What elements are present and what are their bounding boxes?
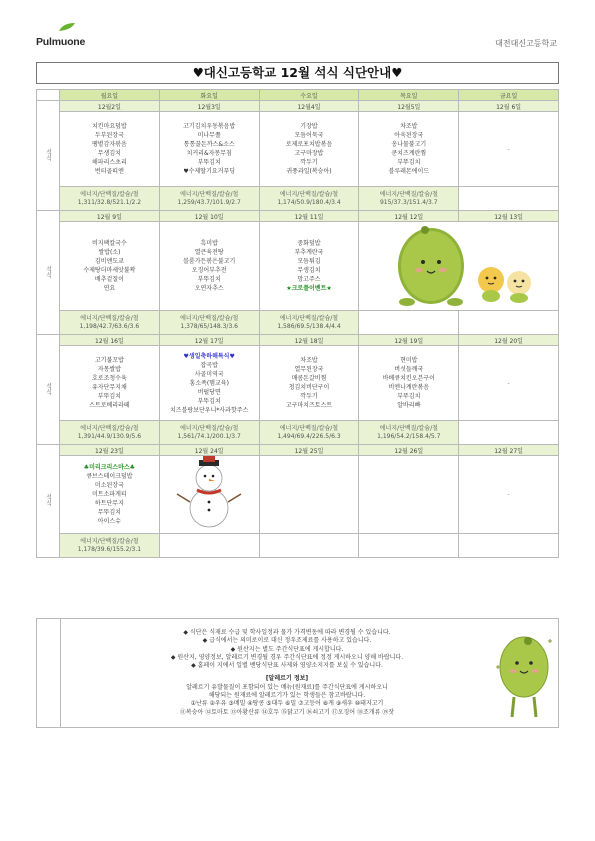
date-cell: 12월2일: [60, 101, 160, 112]
nutrition-label: 에너지/단백질/칼슘/철: [279, 190, 339, 198]
date-cell: 12월5일: [359, 101, 459, 112]
nutrition-label: 에너지/단백질/칼슘/철: [180, 190, 239, 198]
menu-item: 청김치비단구이: [288, 384, 330, 391]
nutrition-label: 에너지/단백질/칼슘/철: [379, 190, 438, 198]
nutrition-row: [37, 534, 559, 558]
menu-cell: [359, 112, 459, 187]
menu-item: 부뚜김치: [197, 397, 221, 405]
menu-item: 부추계란국: [294, 249, 324, 256]
nutrition-label: 에너지/단백질/칼슘/철: [80, 537, 139, 545]
allergy-line: 알레르기 유발물질이 포함되어 있는 메뉴(원재료)를 주간식단표에 게시하오니: [186, 683, 388, 691]
nutrition-cell: [459, 187, 559, 211]
nutrition-values: 1,378/65/148.3/3.6: [180, 322, 238, 330]
nutrition-values: 1,259/43.7/101.9/2.7: [177, 198, 241, 206]
allergy-line: ⑪복숭아 ⑫토마토 ⑬아황산류 ⑭호두 ⑮닭고기 ⑯쇠고기 ⑰오징어 ⑱조개류 ⑲잣: [179, 708, 395, 716]
row-label-cell: [37, 211, 60, 335]
menu-item: 중화덮밥: [297, 240, 321, 247]
nutrition-row: [37, 311, 559, 335]
date-row: [37, 445, 559, 456]
menu-item: 고기불꼬밥: [94, 357, 124, 364]
nutrition-cell: [259, 311, 359, 335]
menu-item: 매콤돈갈비찜: [291, 375, 327, 382]
menu-item: 큐브스테이크덮밥: [86, 473, 133, 480]
nutrition-cell: [359, 187, 459, 211]
date-cell: 12월 10일: [159, 211, 259, 222]
menu-cell: [60, 456, 160, 534]
menu-item: 귀풍과일(복숭아): [286, 168, 332, 175]
mascot-cell: [359, 222, 559, 311]
date-row: [37, 211, 559, 222]
nutrition-cell: [259, 421, 359, 445]
nutrition-label: 에너지/단백질/칼슘/철: [180, 314, 239, 322]
note-line: ◆ 급식에서는 의미로이로 대신 정우조제료를 사용하고 있습니다.: [202, 637, 372, 645]
nutrition-cell: [359, 534, 459, 558]
menu-cell: [159, 346, 259, 421]
menu-item: 고구마장밥: [294, 150, 324, 157]
brand-text: Pulmuone: [36, 36, 86, 48]
menu-item: 홍소족(햄교육): [189, 379, 229, 387]
menu-item: 깍두기: [300, 393, 318, 400]
notes-box: [36, 618, 559, 728]
menu-item: 잡곡밥: [200, 361, 218, 369]
menu-item: 호로조청수육: [92, 375, 127, 382]
allergy-line: ①난류 ②우유 ③메밀 ④땅콩 ⑤대두 ⑥밀 ⑦고등어 ⑧게 ⑨새우 ⑩돼지고기: [190, 700, 384, 708]
menu-item: 흑미밥: [200, 240, 218, 247]
date-cell: 12월 17일: [159, 335, 259, 346]
day-header: 화요일: [159, 90, 259, 101]
menu-item: 연요: [103, 285, 116, 292]
nutrition-cell: [159, 421, 259, 445]
row-label: 석식: [44, 382, 52, 395]
nutrition-cell: [459, 421, 559, 445]
menu-item: 미나무쫄: [197, 132, 221, 139]
menu-row: [37, 346, 559, 421]
menu-item: 차조밥: [300, 357, 318, 364]
nutrition-values: 1,178/39.6/155.2/3.1: [77, 545, 142, 553]
date-cell: 12월 19일: [359, 335, 459, 346]
row-label-cell: [37, 445, 60, 558]
menu-item: 차조밥: [400, 123, 418, 130]
menu-item: 로제로포치밥볶음: [285, 141, 333, 148]
notes-side: [37, 619, 61, 727]
nutrition-values: 1,174/50.9/180.4/3.4: [277, 198, 341, 206]
menu-item: 치커리&자몽무침: [186, 150, 232, 157]
menu-item: 부뚜김치: [197, 276, 221, 283]
nutrition-cell: [259, 534, 359, 558]
notes-body: [97, 629, 477, 717]
date-cell: 12월 12일: [359, 211, 459, 222]
date-cell: 12월 6일: [459, 101, 559, 112]
menu-item: 모듬튀김: [297, 258, 321, 265]
nutrition-values: 1,391/44.9/130.9/5.6: [77, 432, 142, 440]
nutrition-values: 915/37.3/151.4/3.7: [379, 198, 438, 206]
menu-item: 버섯들깨국: [394, 366, 424, 373]
mascot-illustration: [492, 627, 554, 723]
menu-item: 무뚜김치: [97, 509, 121, 516]
note-line: ◆ 식단은 식재료 수급 및 학사일정과 물가 가격변동에 따라 변경될 수 있습니다.: [183, 629, 391, 636]
row-label: 석식: [44, 494, 52, 506]
nutrition-row: [37, 421, 559, 445]
page-title: ♥대신고등학교 12월 석식 식단안내♥: [36, 62, 559, 84]
menu-cell: [60, 222, 160, 311]
nutrition-cell: [60, 187, 160, 211]
menu-item: 자몽쌀밥: [97, 366, 121, 373]
date-cell: 12월 18일: [259, 335, 359, 346]
christmas-special-item: ♣미리크리스마스♣: [83, 464, 136, 471]
menu-item: 김비앤도쿄: [94, 258, 124, 265]
menu-item: 기장밥: [300, 123, 318, 130]
row-label-cell: [37, 335, 60, 445]
nutrition-label: 에너지/단백질/칼슘/철: [279, 314, 339, 322]
menu-item: 아욱된장국: [394, 132, 424, 139]
nutrition-values: 1,198/42.7/63.6/3.6: [79, 322, 140, 330]
menu-item: 유자단무지채: [92, 384, 127, 391]
menu-item: -: [507, 491, 510, 498]
menu-cell: [459, 346, 559, 421]
date-cell: 12월 25일: [259, 445, 359, 456]
nutrition-cell: [159, 187, 259, 211]
date-cell: 12월 24일: [159, 445, 259, 456]
menu-item: 현미밥: [400, 357, 418, 364]
day-header: 목요일: [359, 90, 459, 101]
birthday-special-item: ♥생일축하해특식♥: [183, 352, 235, 360]
nutrition-cell: [459, 534, 559, 558]
day-header-row: [37, 90, 559, 101]
corner-cell: [37, 90, 60, 101]
menu-item: 쌀밥(소): [98, 249, 121, 256]
row-label: 석식: [44, 265, 52, 278]
date-row: [37, 335, 559, 346]
nutrition-cell: [60, 311, 160, 335]
leaf-icon: [58, 22, 76, 32]
menu-item: 오연자추스: [194, 285, 224, 292]
nutrition-values: 1,561/74.1/200.1/3.7: [177, 432, 241, 440]
nutrition-values: 1,586/69.5/138.4/4.4: [277, 322, 341, 330]
nutrition-cell: [60, 534, 160, 558]
day-header: 월요일: [60, 90, 160, 101]
event-item: ★크로플이벤트★: [286, 285, 332, 292]
menu-item: 부뚜김치: [397, 159, 421, 166]
row-label-cell: [37, 101, 60, 211]
menu-item: ♥수제딸기요거푸딩: [183, 168, 236, 175]
menu-cell: [459, 456, 559, 534]
menu-cell: [60, 346, 160, 421]
nutrition-values: 1,311/32.8/521.1/2.2: [77, 198, 142, 206]
menu-cell: [259, 112, 359, 187]
date-cell: 12월4일: [259, 101, 359, 112]
nutrition-cell: [259, 187, 359, 211]
menu-item: 수제탕더마세앗불꽉: [83, 267, 136, 274]
menu-item: 땡볕감자볶음: [92, 141, 127, 148]
menu-item: 통통꿀돈까스&소스: [183, 141, 235, 148]
note-line: ◆ 원산지는 별도 주간식단표에 게시합니다.: [230, 645, 344, 653]
menu-item: 번티골띠엔: [94, 168, 124, 175]
date-cell: 12월 20일: [459, 335, 559, 346]
nutrition-values: 1,494/69.4/226.5/6.3: [277, 432, 341, 440]
menu-item: 쿤치즈계란찜: [391, 150, 427, 157]
menu-cell: [60, 112, 160, 187]
menu-item: 알바리빠: [397, 402, 421, 409]
menu-item: 고구마치즈토스트: [285, 402, 333, 409]
date-cell: 12월 11일: [259, 211, 359, 222]
nutrition-label: 에너지/단백질/칼슘/철: [279, 424, 339, 432]
menu-item: 열무된장국: [294, 366, 324, 373]
day-header: 수요일: [259, 90, 359, 101]
menu-item: 비지팩칼국수: [92, 240, 127, 247]
menu-cell: [359, 346, 459, 421]
menu-item: 치즈블랑보단우니*사과핫주스: [170, 406, 249, 414]
nutrition-cell: [159, 534, 259, 558]
date-cell: 12월 13일: [459, 211, 559, 222]
menu-item: 블룸가든볶은불고기: [183, 258, 236, 265]
menu-row: [37, 222, 559, 311]
menu-item: 무생김치: [97, 150, 121, 157]
menu-row: [37, 112, 559, 187]
menu-item: -: [507, 379, 510, 387]
date-cell: 12월3일: [159, 101, 259, 112]
mascot-characters-illustration: [379, 222, 539, 308]
menu-item: 부뚜김치: [397, 393, 421, 400]
menu-table: [36, 89, 559, 558]
menu-cell: [259, 346, 359, 421]
menu-item: 미트소파게티: [92, 491, 127, 498]
day-header: 금요일: [459, 90, 559, 101]
nutrition-label: 에너지/단백질/칼슘/철: [379, 424, 438, 432]
date-cell: 12월 23일: [60, 445, 160, 456]
snowman-cell: [159, 456, 259, 534]
date-cell: 12월 26일: [359, 445, 459, 456]
menu-item: 망고주스: [297, 276, 321, 283]
menu-item: 아이스슈: [97, 518, 121, 525]
menu-item: 배추겉절이: [94, 276, 124, 283]
menu-cell: [159, 112, 259, 187]
nutrition-cell: [359, 311, 459, 335]
nutrition-cell: [359, 421, 459, 445]
date-row: [37, 101, 559, 112]
menu-item: 미소된장국: [94, 482, 124, 489]
menu-item: 오징어부추전: [191, 267, 227, 274]
menu-item: 바베큐치킨오븐구이: [382, 375, 435, 382]
menu-item: -: [507, 145, 510, 153]
menu-cell: [359, 456, 459, 534]
menu-cell: [259, 222, 359, 311]
menu-item: 모듬어묵국: [294, 132, 324, 139]
menu-item: 부뚜김치: [197, 159, 221, 166]
nutrition-values: 1,196/54.2/158.4/5.7: [377, 432, 441, 440]
menu-item: 고기김치우동볶음밥: [183, 123, 236, 130]
menu-item: 하트단무지: [94, 500, 124, 507]
menu-cell: [259, 456, 359, 534]
menu-item: 부뚜김치: [97, 393, 121, 400]
nutrition-cell: [60, 421, 160, 445]
menu-item: 스트로베리라떼: [89, 402, 130, 409]
menu-item: 치킨마요덮밥: [92, 123, 127, 130]
menu-item: 비엔나계란볶음: [388, 384, 430, 391]
menu-item: 두부된장국: [94, 132, 124, 139]
row-label: 석식: [44, 148, 52, 161]
menu-item: 무생김치: [297, 267, 321, 274]
nutrition-label: 에너지/단백질/칼슘/철: [180, 424, 239, 432]
menu-row: [37, 456, 559, 534]
menu-item: 깍두기: [300, 159, 318, 166]
menu-item: 블루레몬에이드: [388, 168, 430, 175]
nutrition-label: 에너지/단백질/칼슘/철: [80, 190, 139, 198]
snowman-illustration: [169, 456, 249, 530]
date-cell: 12월 27일: [459, 445, 559, 456]
menu-item: 옹나물불고기: [391, 141, 427, 148]
pulmuone-logo: [36, 22, 96, 52]
menu-cell: [459, 112, 559, 187]
allergy-title: [알레르기 정보]: [265, 675, 309, 683]
school-name: 대전대신고등학교: [495, 39, 557, 48]
nutrition-label: 에너지/단백질/칼슘/철: [80, 424, 139, 432]
nutrition-label: 에너지/단백질/칼슘/철: [80, 314, 139, 322]
note-line: ◆ 홈페이 지에서 일별 밴당식단표 사제와 영양소지지를 보실 수 있습니다.: [191, 662, 383, 670]
nutrition-cell: [159, 311, 259, 335]
nutrition-row: [37, 187, 559, 211]
menu-item: 해파리스초리: [92, 159, 127, 166]
date-cell: 12월 16일: [60, 335, 160, 346]
note-line: ◆ 원산지, 영양정보, 알레르기 변경될 경우 주간식단표에 정정 게시하오니 양해 바랍니다.: [170, 653, 404, 661]
nutrition-cell: [459, 311, 559, 335]
menu-item: 사골미역국: [194, 370, 224, 378]
menu-item: 열큰육전탕: [194, 249, 224, 256]
date-cell: 12월 9일: [60, 211, 160, 222]
menu-cell: [159, 222, 259, 311]
menu-item: 버펄당면: [197, 388, 221, 396]
allergy-line: 해당되는 원재료에 알레르기가 있는 학생들은 참고바랍니다.: [208, 692, 366, 700]
